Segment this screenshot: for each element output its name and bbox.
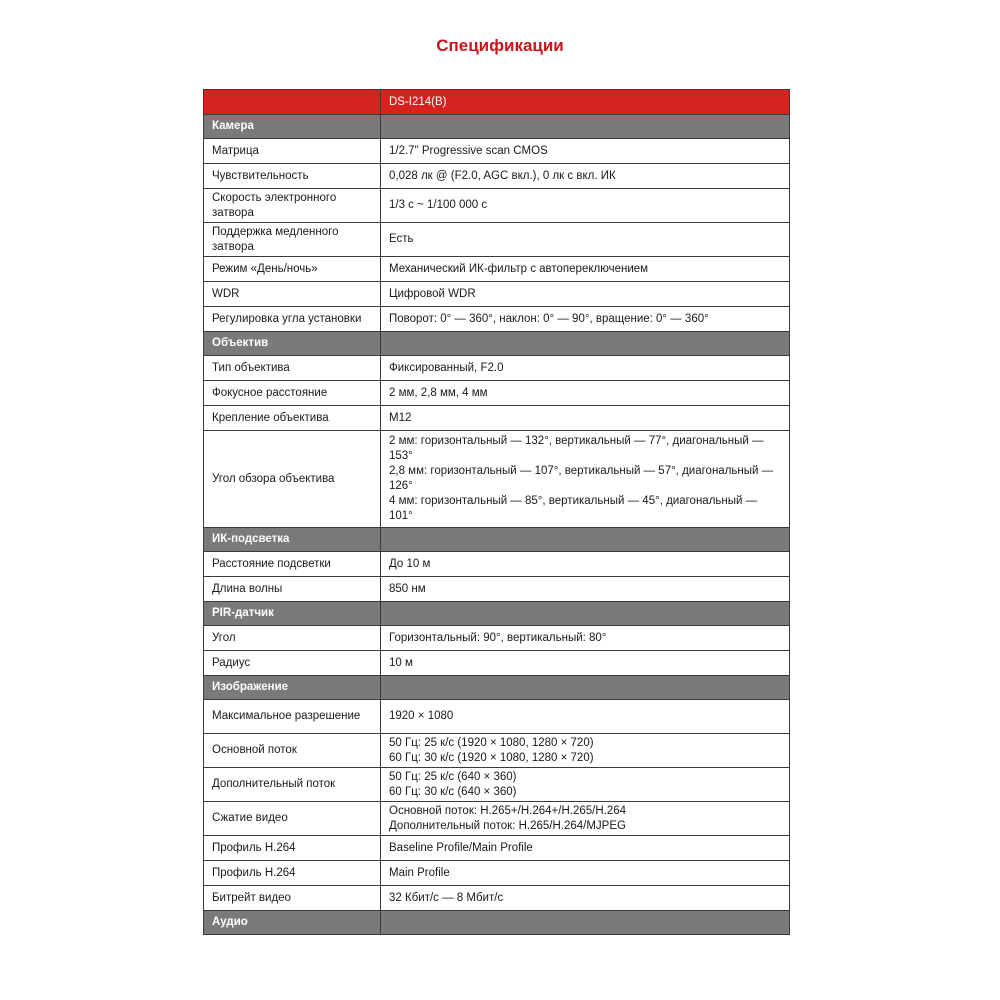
spec-value: 0,028 лк @ (F2.0, AGC вкл.), 0 лк с вкл. ИК [381, 164, 790, 189]
section-empty-cell [381, 602, 790, 626]
spec-value [381, 802, 790, 836]
spec-value: Механический ИК-фильтр с автопереключением [381, 257, 790, 282]
spec-label: Дополнительный поток [204, 768, 381, 802]
spec-row-wdr [204, 282, 790, 307]
spec-label: Режим «День/ночь» [204, 257, 381, 282]
spec-value-line: 60 Гц: 30 к/с (640 × 360) [389, 785, 517, 798]
spec-label: Угол обзора объектива [204, 431, 381, 528]
section-empty-cell [381, 528, 790, 552]
spec-value [381, 734, 790, 768]
spec-value-line: 60 Гц: 30 к/с (1920 × 1080, 1280 × 720) [389, 751, 594, 764]
spec-value: Цифровой WDR [381, 282, 790, 307]
spec-value: 10 м [381, 651, 790, 676]
spec-row-ir-distance [204, 552, 790, 577]
spec-value-line: 50 Гц: 25 к/с (640 × 360) [389, 770, 517, 783]
spec-label: Максимальное разрешение [204, 700, 381, 734]
spec-row-shutter-speed [204, 189, 790, 223]
spec-value: 850 нм [381, 577, 790, 602]
spec-label: Битрейт видео [204, 886, 381, 911]
spec-row-max-resolution [204, 700, 790, 734]
spec-value: До 10 м [381, 552, 790, 577]
section-title: Аудио [204, 911, 381, 935]
spec-row-pir-radius [204, 651, 790, 676]
spec-row-slow-shutter [204, 223, 790, 257]
spec-value [381, 431, 790, 528]
spec-label: Поддержка медленного затвора [204, 223, 381, 257]
spec-label: Профиль H.264 [204, 836, 381, 861]
spec-value: M12 [381, 406, 790, 431]
section-ir [204, 528, 790, 552]
spec-value: Есть [381, 223, 790, 257]
spec-row-focal-length [204, 381, 790, 406]
spec-label: Матрица [204, 139, 381, 164]
model-name: DS-I214(B) [381, 90, 790, 115]
spec-value: 1920 × 1080 [381, 700, 790, 734]
spec-row-bitrate [204, 886, 790, 911]
spec-row-lens-mount [204, 406, 790, 431]
spec-value: Поворот: 0° — 360°, наклон: 0° — 90°, вращение: 0° — 360° [381, 307, 790, 332]
spec-value: 32 Кбит/с — 8 Мбит/с [381, 886, 790, 911]
spec-label: Профиль H.264 [204, 861, 381, 886]
spec-value: Main Profile [381, 861, 790, 886]
section-empty-cell [381, 332, 790, 356]
spec-label: Сжатие видео [204, 802, 381, 836]
section-title: ИК-подсветка [204, 528, 381, 552]
spec-label: Радиус [204, 651, 381, 676]
model-header-empty-cell [204, 90, 381, 115]
section-empty-cell [381, 676, 790, 700]
spec-value: Baseline Profile/Main Profile [381, 836, 790, 861]
spec-label: Тип объектива [204, 356, 381, 381]
spec-row-sub-stream [204, 768, 790, 802]
section-image [204, 676, 790, 700]
spec-value: 1/3 с ~ 1/100 000 с [381, 189, 790, 223]
spec-value: 2 мм, 2,8 мм, 4 мм [381, 381, 790, 406]
section-title: Камера [204, 115, 381, 139]
section-lens [204, 332, 790, 356]
spec-value [381, 768, 790, 802]
spec-row-video-compression [204, 802, 790, 836]
model-header-row [204, 90, 790, 115]
section-pir [204, 602, 790, 626]
spec-row-sensor [204, 139, 790, 164]
spec-label: Крепление объектива [204, 406, 381, 431]
spec-value-line: 2,8 мм: горизонтальный — 107°, вертикальный — 57°, диагональный — 126° [389, 465, 774, 492]
section-title: PIR-датчик [204, 602, 381, 626]
spec-label: Фокусное расстояние [204, 381, 381, 406]
spec-label: Угол [204, 626, 381, 651]
spec-value: Фиксированный, F2.0 [381, 356, 790, 381]
section-empty-cell [381, 911, 790, 935]
spec-label: Длина волны [204, 577, 381, 602]
spec-row-mount-angle [204, 307, 790, 332]
section-camera [204, 115, 790, 139]
page-title: Спецификации [436, 36, 564, 55]
spec-label: WDR [204, 282, 381, 307]
spec-row-lens-type [204, 356, 790, 381]
section-title: Изображение [204, 676, 381, 700]
spec-value-line: 50 Гц: 25 к/с (1920 × 1080, 1280 × 720) [389, 736, 594, 749]
spec-row-field-of-view [204, 431, 790, 528]
spec-row-sensitivity [204, 164, 790, 189]
spec-label: Регулировка угла установки [204, 307, 381, 332]
spec-value-line: 2 мм: горизонтальный — 132°, вертикальный — 77°, диагональный — 153° [389, 435, 764, 462]
section-audio [204, 911, 790, 935]
spec-label: Чувствительность [204, 164, 381, 189]
spec-row-h264-profile-2 [204, 861, 790, 886]
section-title: Объектив [204, 332, 381, 356]
spec-label: Основной поток [204, 734, 381, 768]
spec-row-h264-profile [204, 836, 790, 861]
spec-row-main-stream [204, 734, 790, 768]
spec-row-pir-angle [204, 626, 790, 651]
spec-value: 1/2.7" Progressive scan CMOS [381, 139, 790, 164]
spec-value-line: Дополнительный поток: H.265/H.264/MJPEG [389, 819, 626, 832]
spec-label: Скорость электронного затвора [204, 189, 381, 223]
spec-row-wavelength [204, 577, 790, 602]
spec-table [203, 89, 790, 935]
spec-row-day-night [204, 257, 790, 282]
spec-label: Расстояние подсветки [204, 552, 381, 577]
section-empty-cell [381, 115, 790, 139]
spec-value-line: 4 мм: горизонтальный — 85°, вертикальный — 45°, диагональный — 101° [389, 495, 758, 522]
spec-value: Горизонтальный: 90°, вертикальный: 80° [381, 626, 790, 651]
spec-value-line: Основной поток: H.265+/H.264+/H.265/H.264 [389, 804, 627, 817]
